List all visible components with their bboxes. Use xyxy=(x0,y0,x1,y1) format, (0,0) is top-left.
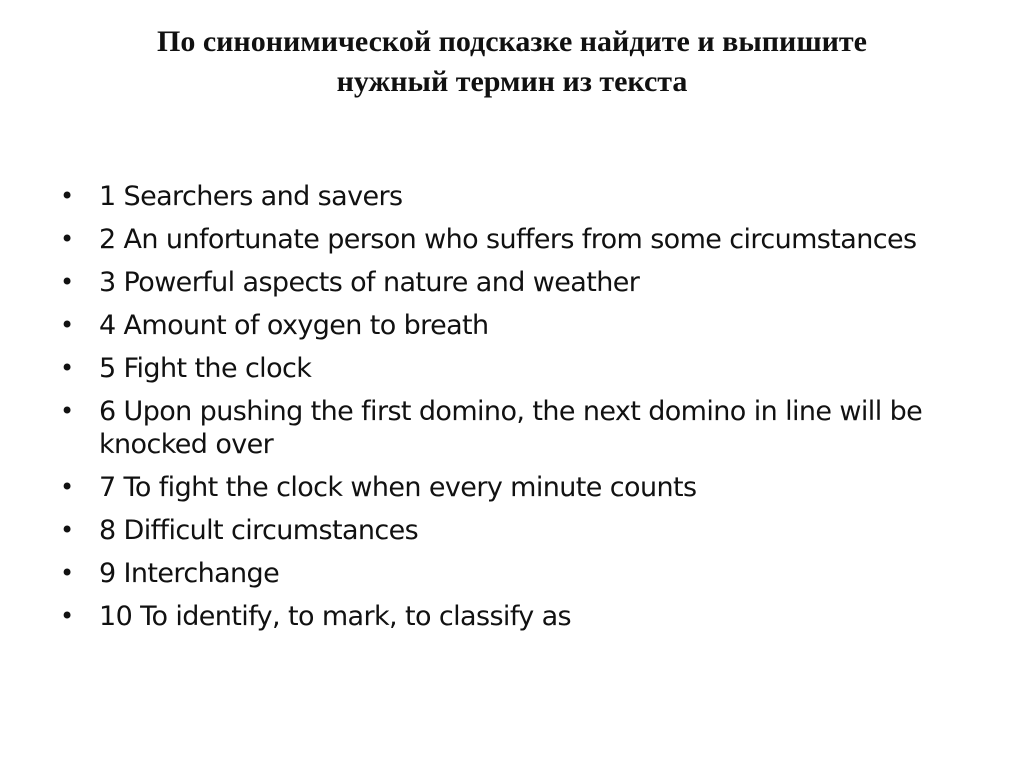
bullet-icon: • xyxy=(60,311,74,339)
list-item-text: 5 Fight the clock xyxy=(99,353,312,384)
list-item xyxy=(60,309,960,342)
bullet-icon: • xyxy=(60,182,74,210)
bullet-icon: • xyxy=(60,516,74,544)
list-item xyxy=(60,514,960,547)
list-item-text: 1 Searchers and savers xyxy=(99,181,403,212)
list-item xyxy=(60,223,960,256)
bullet-icon: • xyxy=(60,268,74,296)
list-item-text: 8 Difficult circumstances xyxy=(99,515,419,546)
list-item-text: 10 To identify, to mark, to classify as xyxy=(99,601,572,632)
bullet-icon: • xyxy=(60,559,74,587)
list-item xyxy=(60,557,960,590)
bullet-icon: • xyxy=(60,602,74,630)
list-item xyxy=(60,471,960,504)
slide-title xyxy=(60,22,964,102)
list-item xyxy=(60,600,960,633)
list-item-text: 2 An unfortunate person who suffers from some circumstances xyxy=(99,224,917,255)
list-item xyxy=(60,352,960,385)
slide-title-line-1: По синонимической подсказке найдите и выпишите xyxy=(157,25,867,58)
bullet-list xyxy=(60,180,960,643)
list-item xyxy=(60,266,960,299)
list-item-text: 4 Amount of oxygen to breath xyxy=(99,310,489,341)
list-item xyxy=(60,395,960,461)
list-item xyxy=(60,180,960,213)
bullet-icon: • xyxy=(60,397,74,425)
bullet-icon: • xyxy=(60,354,74,382)
slide-title-line-2: нужный термин из текста xyxy=(336,65,688,98)
list-item-text: 3 Powerful aspects of nature and weather xyxy=(99,267,640,298)
list-item-text: 6 Upon pushing the first domino, the next domino in line will be knocked over xyxy=(99,396,923,460)
bullet-icon: • xyxy=(60,473,74,501)
list-item-text: 9 Interchange xyxy=(99,558,280,589)
list-item-text: 7 To fight the clock when every minute counts xyxy=(99,472,697,503)
bullet-icon: • xyxy=(60,225,74,253)
